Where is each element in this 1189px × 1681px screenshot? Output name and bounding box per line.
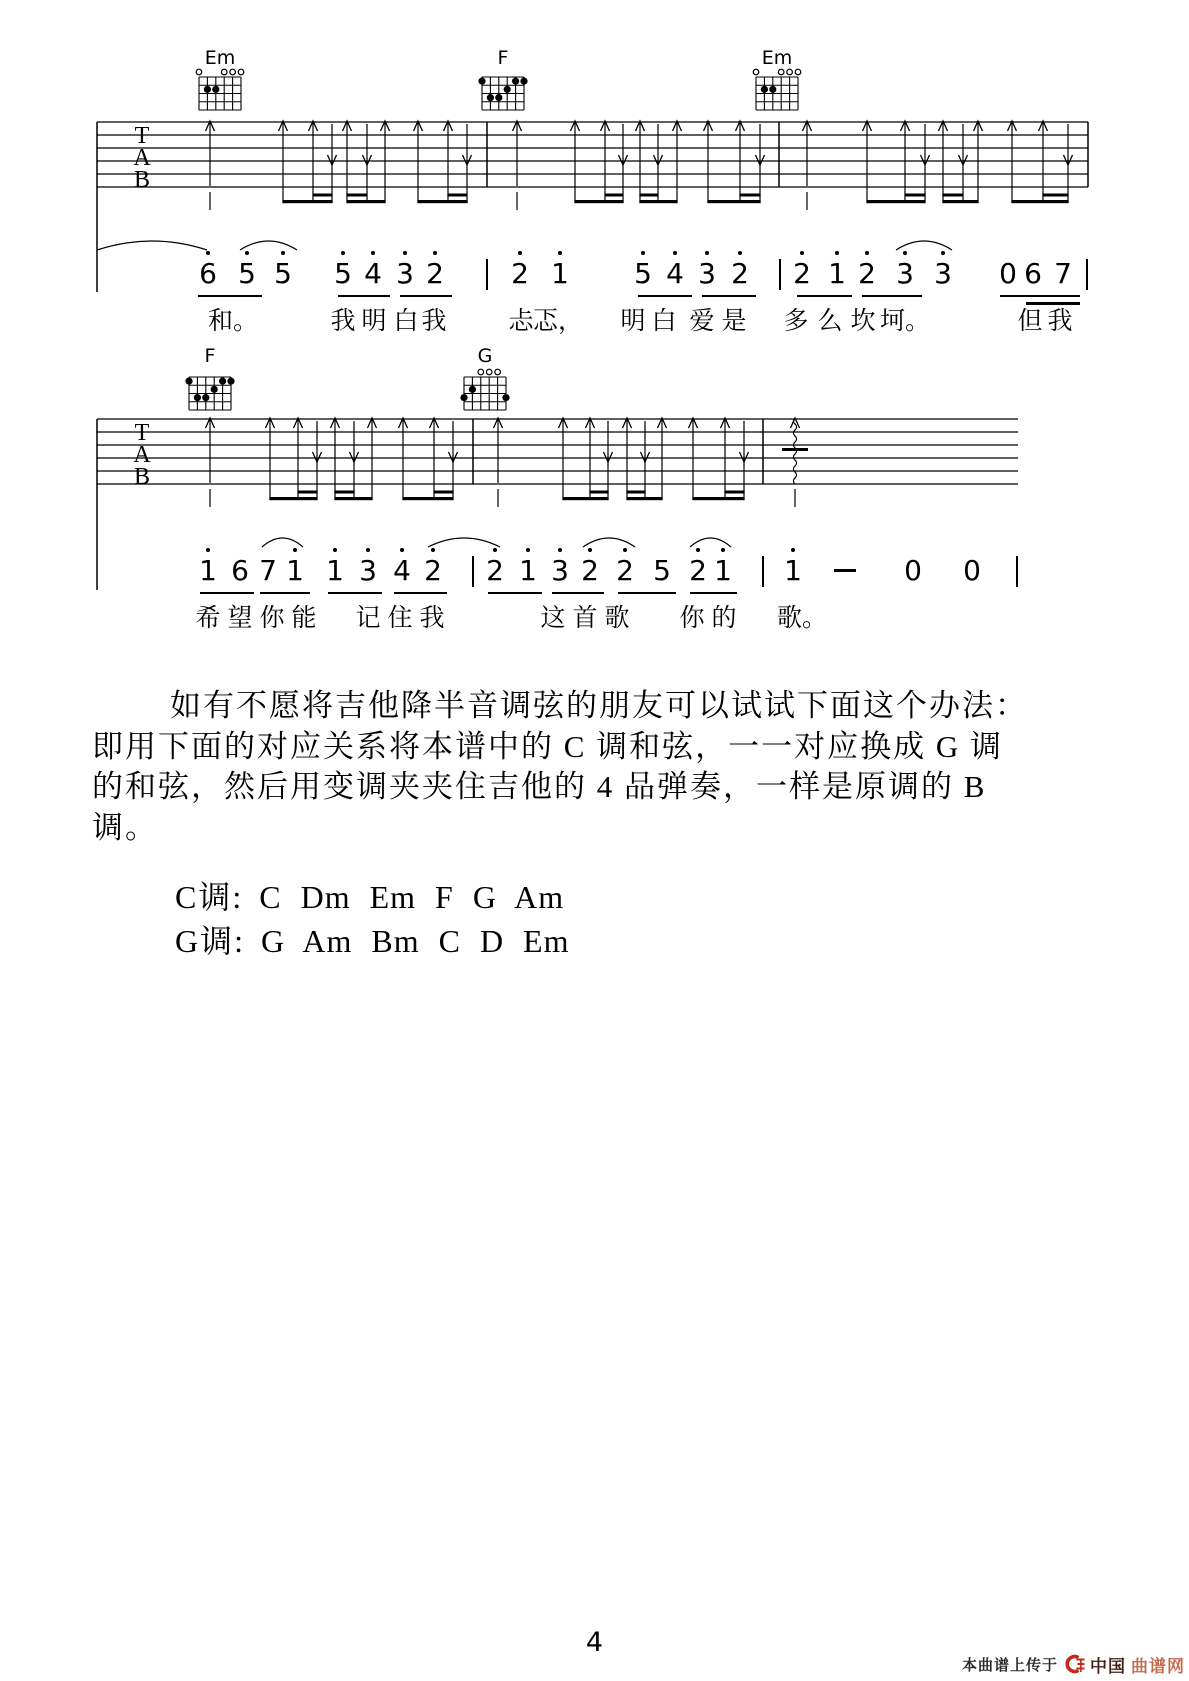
finger-dot bbox=[520, 78, 527, 85]
jianpu-note: 6 bbox=[199, 257, 217, 290]
tie-slur bbox=[97, 241, 207, 250]
open-string-marker bbox=[486, 369, 492, 375]
open-string-marker bbox=[753, 69, 759, 75]
octave-dot bbox=[493, 548, 497, 552]
strum-measure bbox=[494, 418, 749, 507]
lyric-syllable: 明 bbox=[620, 308, 646, 335]
beam bbox=[574, 200, 623, 203]
jianpu-note: 6 bbox=[231, 554, 249, 587]
lyric-syllable: 但 bbox=[1017, 308, 1043, 335]
beam bbox=[626, 497, 662, 500]
jianpu-note: 3 bbox=[896, 257, 914, 290]
jianpu-note: 5 bbox=[238, 257, 256, 290]
octave-dot bbox=[558, 251, 562, 255]
lyric-syllable: 和。 bbox=[207, 308, 258, 335]
finger-dot bbox=[460, 394, 467, 401]
chord-name: Em bbox=[204, 47, 236, 69]
open-string-marker bbox=[230, 69, 236, 75]
jianpu-note: 2 bbox=[689, 554, 707, 587]
jianpu-note: 2 bbox=[616, 554, 634, 587]
tab-letter: T bbox=[134, 123, 150, 149]
beam bbox=[1011, 200, 1068, 203]
jianpu-note: 1 bbox=[828, 257, 846, 290]
finger-dot bbox=[227, 378, 234, 385]
jianpu-note: 1 bbox=[326, 554, 344, 587]
octave-dot bbox=[696, 548, 700, 552]
open-string-marker bbox=[478, 369, 484, 375]
eighth-underline bbox=[400, 295, 452, 297]
tie-slur bbox=[583, 538, 635, 547]
notation-barline bbox=[1016, 556, 1018, 587]
watermark-upload-text: 本曲谱上传于 bbox=[961, 1656, 1058, 1674]
jianpu-note: 2 bbox=[424, 554, 442, 587]
octave-dot bbox=[245, 251, 249, 255]
beam bbox=[692, 497, 744, 500]
site-name-primary: 中国 bbox=[1090, 1656, 1126, 1676]
beam bbox=[707, 200, 760, 203]
open-string-marker bbox=[795, 69, 801, 75]
octave-dot bbox=[371, 251, 375, 255]
octave-dot bbox=[206, 251, 210, 255]
beam bbox=[942, 200, 978, 203]
half-beam bbox=[904, 194, 925, 197]
jianpu-note: 4 bbox=[364, 257, 382, 290]
jianpu-note: 5 bbox=[274, 257, 292, 290]
half-beam bbox=[346, 194, 367, 197]
eighth-underline bbox=[488, 592, 542, 594]
half-beam bbox=[334, 491, 354, 494]
lyric-syllable: 是 bbox=[721, 308, 747, 335]
instructions-line-1: 如有不愿将吉他降半音调弦的朋友可以试试下面这个办法： bbox=[170, 688, 1028, 723]
jianpu-note: 0 bbox=[963, 554, 981, 587]
lyric-syllable: 望 bbox=[227, 605, 253, 632]
strum-measure bbox=[513, 121, 765, 210]
finger-dot bbox=[211, 386, 218, 393]
c-key-row bbox=[175, 872, 569, 916]
beam bbox=[866, 200, 925, 203]
lyric-syllable: 白 bbox=[393, 308, 419, 335]
lyric-syllable: 歌 bbox=[604, 605, 630, 632]
lyric-syllable: 我 bbox=[421, 308, 447, 335]
jianpu-note: 5 bbox=[634, 257, 652, 290]
watermark bbox=[962, 1651, 1185, 1677]
eighth-underline bbox=[260, 592, 310, 594]
jianpu-note: 1 bbox=[286, 554, 304, 587]
octave-dot bbox=[433, 251, 437, 255]
finger-dot bbox=[502, 394, 509, 401]
notation-barline bbox=[486, 259, 488, 290]
half-beam bbox=[589, 491, 608, 494]
eighth-underline bbox=[394, 592, 447, 594]
arpeggio-dash bbox=[782, 448, 808, 451]
beam bbox=[639, 200, 677, 203]
lyric-syllable: 忑， bbox=[532, 308, 583, 335]
tab-letter: A bbox=[133, 145, 151, 171]
octave-dot bbox=[903, 251, 907, 255]
eighth-underline bbox=[200, 592, 254, 594]
octave-dot bbox=[558, 548, 562, 552]
lyric-syllable: 记 bbox=[355, 605, 381, 632]
open-string-marker bbox=[238, 69, 244, 75]
half-beam bbox=[639, 194, 658, 197]
octave-dot bbox=[341, 251, 345, 255]
jianpu-note: 2 bbox=[511, 257, 529, 290]
finger-dot bbox=[219, 378, 226, 385]
tie-slur bbox=[240, 241, 297, 250]
half-beam bbox=[433, 491, 453, 494]
eighth-underline bbox=[338, 295, 390, 297]
finger-dot bbox=[204, 86, 211, 93]
octave-dot bbox=[721, 548, 725, 552]
lyric-syllable: 住 bbox=[387, 605, 413, 632]
lyric-syllable: 我 bbox=[419, 605, 445, 632]
eighth-underline bbox=[1000, 295, 1080, 297]
tab-letter: B bbox=[133, 464, 151, 490]
tie-slur bbox=[428, 538, 500, 547]
half-beam bbox=[312, 194, 332, 197]
octave-dot bbox=[206, 548, 210, 552]
chord-diagram-Em bbox=[753, 47, 801, 110]
eighth-underline bbox=[690, 592, 737, 594]
strum-measure bbox=[206, 418, 458, 507]
lyric-syllable: 我 bbox=[1047, 308, 1073, 335]
octave-dot bbox=[293, 548, 297, 552]
octave-dot bbox=[403, 251, 407, 255]
lyric-syllable: 首 bbox=[572, 605, 598, 632]
tie-slur bbox=[262, 538, 303, 547]
half-beam bbox=[739, 194, 760, 197]
lyric-syllable: 希 bbox=[195, 605, 221, 632]
beam bbox=[334, 497, 372, 500]
g-key-chords: G Am Bm C D Em bbox=[261, 923, 570, 959]
jianpu-note: 2 bbox=[731, 257, 749, 290]
octave-dot bbox=[333, 548, 337, 552]
finger-dot bbox=[512, 78, 519, 85]
eighth-underline bbox=[552, 592, 604, 594]
eighth-underline bbox=[797, 295, 852, 297]
octave-dot bbox=[705, 251, 709, 255]
finger-dot bbox=[469, 386, 476, 393]
tie-slur bbox=[690, 538, 731, 547]
jianpu-note: 0 bbox=[999, 257, 1017, 290]
half-beam bbox=[1042, 194, 1068, 197]
instructions-line-3: 的和弦，然后用变调夹夹住吉他的 4 品弹奏，一样是原调的 B bbox=[92, 769, 987, 804]
beam bbox=[346, 200, 385, 203]
instructions-paragraph bbox=[92, 686, 1057, 848]
octave-dot bbox=[800, 251, 804, 255]
finger-dot bbox=[478, 78, 485, 85]
instructions-line-2: 即用下面的对应关系将本谱中的 C 调和弦，一一对应换成 G 调 bbox=[92, 728, 1004, 764]
jianpu-note: 7 bbox=[259, 554, 277, 587]
half-beam bbox=[297, 491, 317, 494]
dash-note bbox=[834, 569, 856, 572]
jianpu-note: 3 bbox=[551, 554, 569, 587]
finger-dot bbox=[185, 378, 192, 385]
octave-dot bbox=[865, 251, 869, 255]
jianpu-note: 6 bbox=[1024, 257, 1042, 290]
jianpu-note: 2 bbox=[581, 554, 599, 587]
half-beam bbox=[942, 194, 963, 197]
jianpu-note: 3 bbox=[934, 257, 952, 290]
tie-slur bbox=[896, 241, 952, 250]
jianpu-note: 1 bbox=[551, 257, 569, 290]
jianpu-note: 4 bbox=[393, 554, 411, 587]
finger-dot bbox=[761, 86, 768, 93]
jianpu-note: 2 bbox=[486, 554, 504, 587]
site-logo-icon bbox=[1063, 1653, 1085, 1675]
notation-barline bbox=[472, 556, 474, 587]
lyric-syllable: 能 bbox=[291, 605, 317, 632]
finger-dot bbox=[769, 86, 776, 93]
open-string-marker bbox=[495, 369, 501, 375]
eighth-underline bbox=[198, 295, 262, 297]
jianpu-note: 2 bbox=[793, 257, 811, 290]
tab-letter: B bbox=[133, 167, 151, 193]
lyric-syllable: 么 bbox=[817, 308, 843, 335]
page-number: 4 bbox=[585, 1627, 604, 1658]
half-beam bbox=[724, 491, 744, 494]
beam bbox=[417, 200, 467, 203]
jianpu-note: 3 bbox=[396, 257, 414, 290]
octave-dot bbox=[281, 251, 285, 255]
beam bbox=[282, 200, 332, 203]
eighth-underline bbox=[862, 295, 922, 297]
chord-name: F bbox=[497, 47, 509, 69]
octave-dot bbox=[588, 548, 592, 552]
octave-dot bbox=[941, 251, 945, 255]
lyric-syllable: 爱 bbox=[689, 308, 715, 335]
jianpu-note: 1 bbox=[199, 554, 217, 587]
notation-barline bbox=[1086, 259, 1088, 290]
beam bbox=[402, 497, 453, 500]
jianpu-note: 7 bbox=[1054, 257, 1072, 290]
lyric-syllable: 多 bbox=[783, 308, 809, 335]
octave-dot bbox=[526, 548, 530, 552]
finger-dot bbox=[504, 86, 511, 93]
strum-measure bbox=[782, 418, 808, 507]
lyric-syllable: 忐 bbox=[508, 308, 534, 335]
jianpu-note: 2 bbox=[858, 257, 876, 290]
jianpu-note: 1 bbox=[519, 554, 537, 587]
strum-measure bbox=[206, 121, 472, 210]
jianpu-note: 5 bbox=[334, 257, 352, 290]
chord-diagram-G bbox=[460, 345, 509, 410]
lyric-syllable: 白 bbox=[651, 308, 677, 335]
jianpu-note: 5 bbox=[653, 554, 671, 587]
beam bbox=[269, 497, 317, 500]
eighth-underline bbox=[638, 295, 692, 297]
octave-dot bbox=[431, 548, 435, 552]
octave-dot bbox=[623, 548, 627, 552]
jianpu-note: 3 bbox=[359, 554, 377, 587]
finger-dot bbox=[212, 86, 219, 93]
open-string-marker bbox=[778, 69, 784, 75]
jianpu-note: 4 bbox=[666, 257, 684, 290]
chord-mapping-table bbox=[175, 872, 569, 960]
eighth-underline bbox=[618, 592, 676, 594]
finger-dot bbox=[487, 94, 494, 101]
chord-name: G bbox=[477, 345, 493, 367]
lyric-syllable: 坎 bbox=[850, 308, 876, 335]
eighth-underline bbox=[702, 295, 756, 297]
finger-dot bbox=[495, 94, 502, 101]
lyric-syllable: 我 bbox=[330, 308, 356, 335]
jianpu-note: 1 bbox=[714, 554, 732, 587]
beam bbox=[562, 497, 608, 500]
octave-dot bbox=[641, 251, 645, 255]
octave-dot bbox=[835, 251, 839, 255]
c-key-chords: C Dm Em F G Am bbox=[259, 879, 565, 915]
octave-dot bbox=[366, 548, 370, 552]
chord-diagram-F bbox=[478, 47, 527, 110]
chord-diagram-Em bbox=[196, 47, 244, 110]
lyric-syllable: 这 bbox=[540, 605, 566, 632]
g-key-label: G调: bbox=[175, 923, 246, 959]
octave-dot bbox=[738, 251, 742, 255]
notation-barline bbox=[779, 259, 781, 290]
chord-diagram-F bbox=[185, 345, 234, 410]
tab-system-1 bbox=[97, 47, 1088, 292]
half-beam bbox=[626, 491, 645, 494]
open-string-marker bbox=[221, 69, 227, 75]
jianpu-note: 2 bbox=[426, 257, 444, 290]
octave-dot bbox=[518, 251, 522, 255]
jianpu-note: 1 bbox=[784, 554, 802, 587]
site-name-secondary: 曲谱网 bbox=[1131, 1656, 1185, 1676]
half-beam bbox=[604, 194, 623, 197]
open-string-marker bbox=[787, 69, 793, 75]
eighth-underline bbox=[328, 592, 382, 594]
notation-barline bbox=[762, 556, 764, 587]
chord-name: F bbox=[204, 345, 216, 367]
g-key-row bbox=[175, 916, 569, 960]
lyric-syllable: 你 bbox=[259, 605, 285, 632]
jianpu-note: 0 bbox=[904, 554, 922, 587]
lyric-syllable: 明 bbox=[361, 308, 387, 335]
chord-name: Em bbox=[761, 47, 793, 69]
lyric-syllable: 坷。 bbox=[879, 308, 930, 335]
c-key-label: C调: bbox=[175, 879, 244, 915]
lyric-syllable: 的 bbox=[711, 605, 737, 632]
lyric-syllable: 歌。 bbox=[776, 605, 827, 632]
tab-letter: A bbox=[133, 442, 151, 468]
finger-dot bbox=[194, 394, 201, 401]
strum-measure bbox=[803, 121, 1073, 210]
open-string-marker bbox=[196, 69, 202, 75]
finger-dot bbox=[202, 394, 209, 401]
octave-dot bbox=[673, 251, 677, 255]
octave-dot bbox=[791, 548, 795, 552]
instructions-line-4: 调。 bbox=[92, 809, 158, 845]
tab-letter: T bbox=[134, 420, 150, 446]
half-beam bbox=[447, 194, 467, 197]
lyric-syllable: 你 bbox=[679, 605, 705, 632]
jianpu-note: 3 bbox=[698, 257, 716, 290]
octave-dot bbox=[400, 548, 404, 552]
